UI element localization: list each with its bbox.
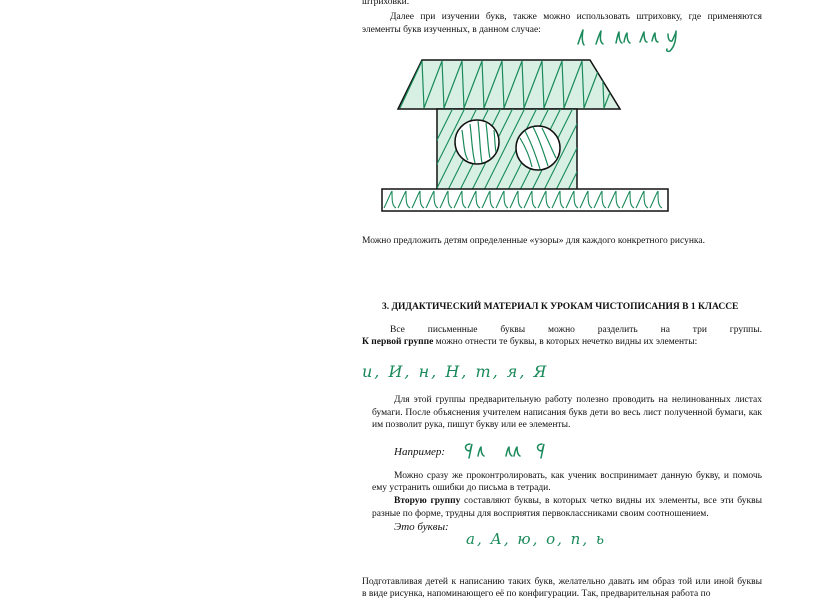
handwriting-elements-sample [572, 24, 692, 54]
text-line: Далее при изучении букв, также можно использовать штриховку, где применяются [390, 12, 762, 22]
handwritten-letters-group2: а, А, ю, о, п, ь [466, 530, 607, 548]
example-label: Например: [394, 446, 446, 458]
text-line: штриховки. [362, 0, 410, 7]
text-line: Для этой группы предварительную работу полезно проводить на нелинованных листах [394, 395, 762, 405]
text-line: Можно предложить детям определенные «узоры» для каждого конкретного рисунка. [362, 236, 705, 246]
text-line: в виде рисунка, напоминающего её по конфигурации. Так, предварительная работа по [362, 589, 711, 599]
text-line: элементы букв изученных, в данном случае: [362, 25, 541, 35]
text-line [362, 337, 697, 347]
section-heading: 3. ДИДАКТИЧЕСКИЙ МАТЕРИАЛ К УРОКАМ ЧИСТОПИСАНИЯ В 1 КЛАССЕ [382, 302, 739, 312]
handwritten-letters-group1: и, И, н, Н, т, я, Я [362, 362, 549, 381]
text-line: Все письменные буквы можно разделить на три группы. [390, 325, 762, 335]
hatched-house-drawing [370, 52, 670, 222]
text-line: разные по форме, трудны для восприятия первоклассниками своим соотношением. [372, 509, 709, 519]
text-line: Подготавливая детей к написанию таких букв, желательно давать им образ той или иной буквы [362, 577, 762, 587]
text-line: бумаги. После объяснения учителем написания букв дети во весь лист полученной бумаги, как [372, 408, 762, 418]
text-span: составляют буквы, в которых четко видны их элементы, все эти буквы [460, 496, 763, 506]
text-line: Можно сразу же проконтролировать, как ученик воспринимает данную букву, и помочь [394, 471, 762, 481]
bold-term: Вторую группу [394, 496, 461, 506]
text-span: можно отнести те буквы, в которых нечетко видны их элементы: [433, 337, 698, 347]
text-line [394, 496, 762, 506]
these-letters-label: Это буквы: [394, 521, 449, 533]
example-handwriting [462, 440, 562, 462]
text-line: ему устранить ошибки до письма в тетради. [372, 483, 551, 493]
bold-term: К первой группе [362, 337, 434, 347]
text-line: им позволит рука, пишут букву или ее элементы. [372, 420, 571, 430]
